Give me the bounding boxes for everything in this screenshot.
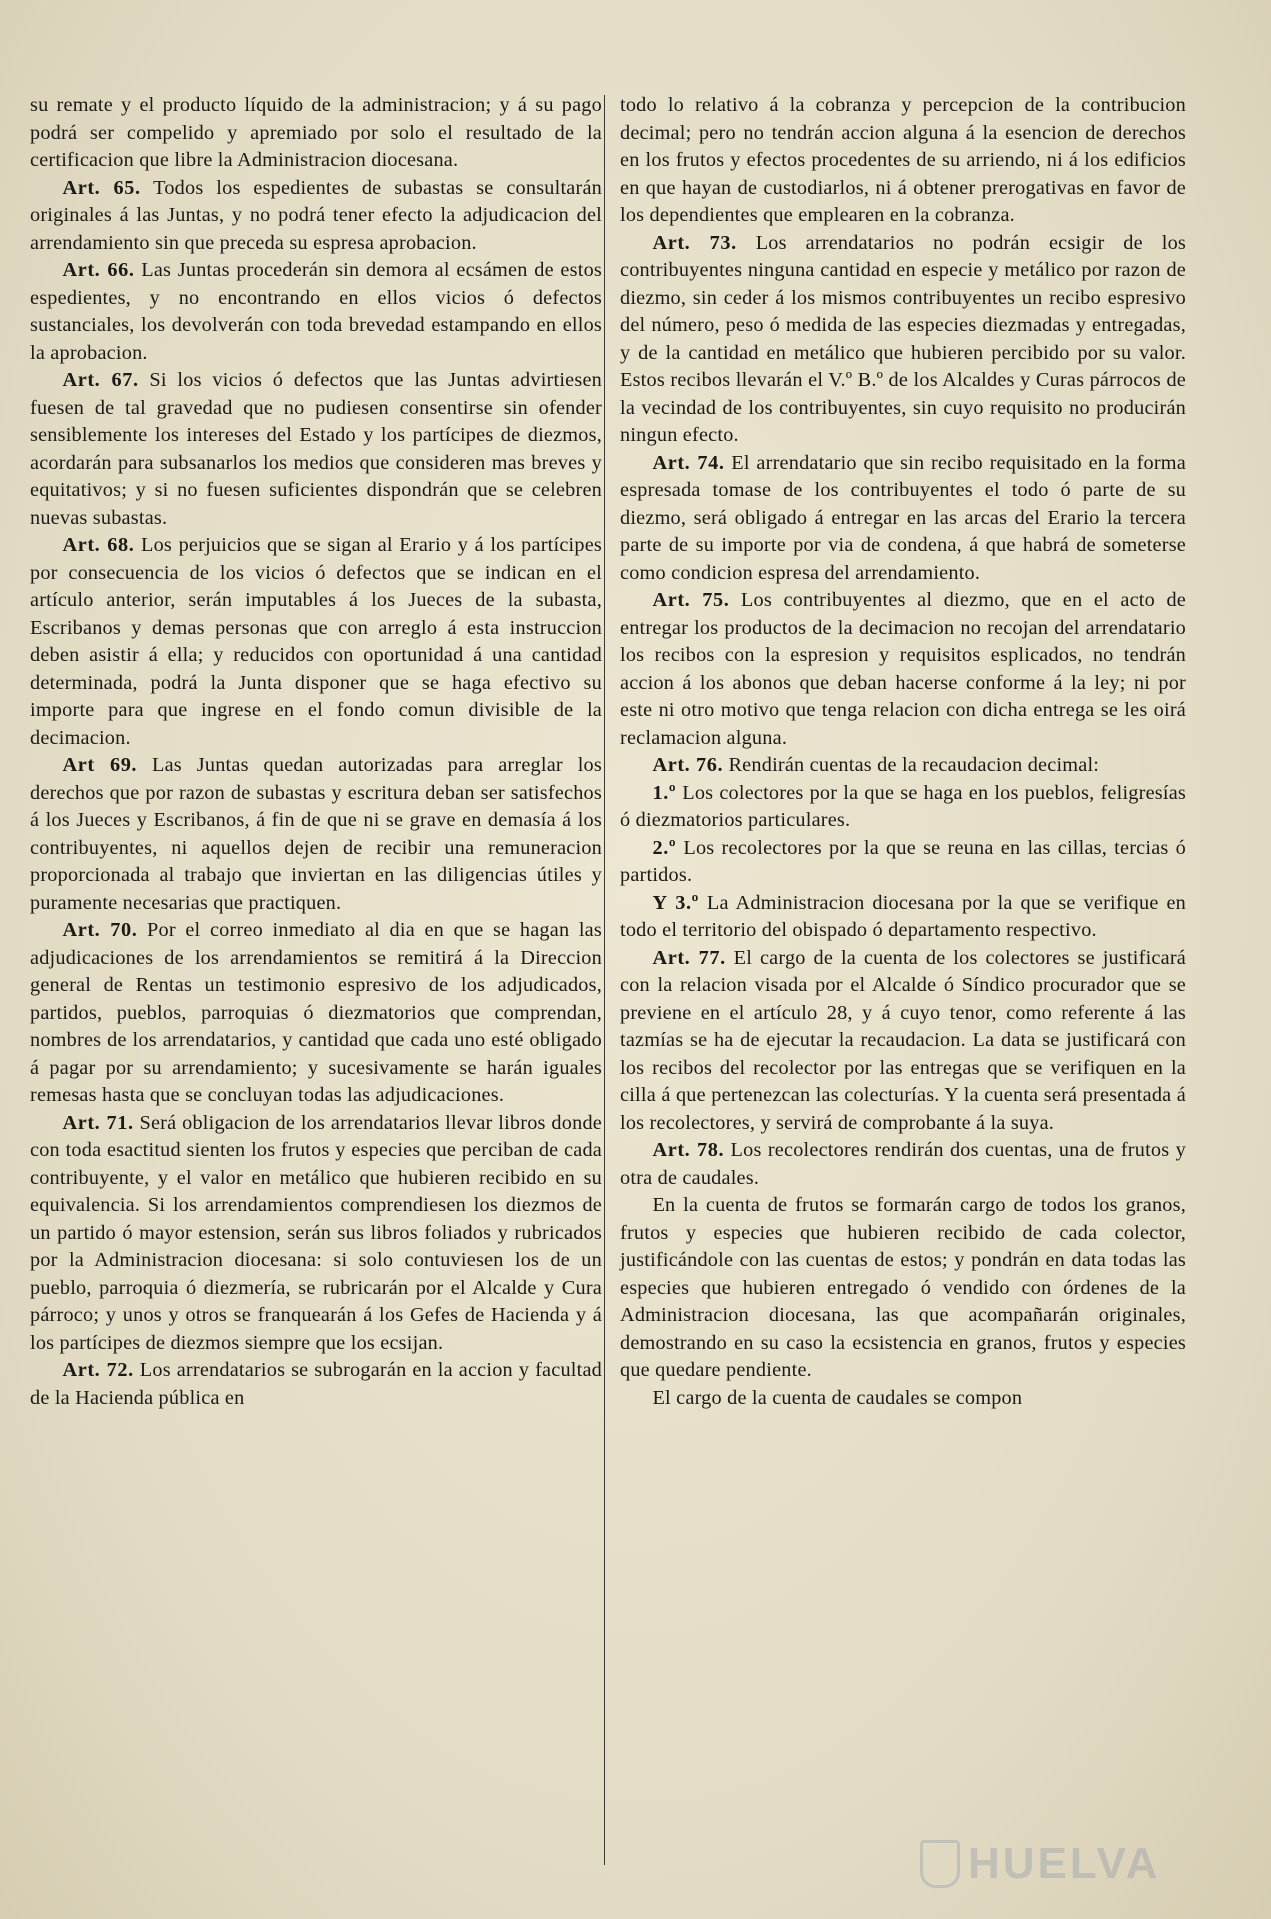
article-label: Art. 71. xyxy=(62,1111,134,1134)
shield-icon xyxy=(920,1840,960,1888)
article-label: Art. 70. xyxy=(62,919,138,941)
item-number: 2.º xyxy=(652,836,677,859)
watermark xyxy=(920,1836,1180,1892)
article-text: Los perjuicios que se sigan al Erario y á los partícipes por consecuencia de los vicios ó defectos que se indican en el artículo anterior, serán imputables á los Jueces de la subasta, Escribanos y demas personas que con arreglo á esta instruccion deben asistir á ella; y reducidos con oportunidad á una cantidad determinada, podrá la Junta disponer que se haga efectivo su importe para que ingrese en el fondo comun divisible de la decimacion. xyxy=(30,534,602,749)
article-text: todo lo relativo á la cobranza y percepcion de la contribucion decimal; pero no tendrán accion alguna á la esencion de derechos en los frutos y efectos procedentes de su arriendo, ni á los edificios en que hayan de custodiarlos, ni á obtener prerogativas en favor de los dependientes que emplearen en la cobranza. xyxy=(620,94,1186,226)
article-75 xyxy=(620,587,1186,752)
paragraph xyxy=(620,1192,1186,1385)
article-78 xyxy=(620,1137,1186,1192)
article-label: Art. 72. xyxy=(62,1359,134,1381)
article-label: Art. 67. xyxy=(62,369,139,391)
item-text: Los colectores por la que se haga en los pueblos, feligresías ó diezmatorios particulares. xyxy=(620,781,1186,831)
article-label: Art. 73. xyxy=(652,231,737,254)
article-label: Art. 75. xyxy=(652,589,730,611)
item-text: Los recolectores por la que se reuna en las cillas, tercias ó partidos. xyxy=(620,836,1186,886)
article-text: Si los vicios ó defectos que las Juntas advirtiesen fuesen de tal gravedad que no pudiesen consentirse sin ofender sensiblemente los intereses del Estado y los partícipes de diezmos, acordarán para subsanarlos los medios que consideren mas breves y equitativos; y si no fuesen suficientes dispondrán que se celebren nuevas subastas. xyxy=(30,369,602,529)
article-label: Art. 76. xyxy=(652,754,724,776)
left-column xyxy=(30,92,602,1412)
article-label: Art. 66. xyxy=(62,259,135,281)
article-label: Art. 65. xyxy=(62,176,141,199)
article-text: Todos los espedientes de subastas se consultarán originales á las Juntas, y no podrá tener efecto la adjudicacion del arrendamiento sin que preceda su espresa aprobacion. xyxy=(30,176,602,254)
paragraph xyxy=(620,1385,1186,1413)
article-label: Art. 74. xyxy=(652,451,725,474)
article-77 xyxy=(620,945,1186,1138)
article-label: Art. 77. xyxy=(652,946,726,969)
article-74 xyxy=(620,450,1186,588)
article-text: Las Juntas quedan autorizadas para arreglar los derechos que por razon de subastas y escritura deban ser satisfechos á los Jueces y Escribanos, á fin de que ni se grave en demasía á los contribuyentes, ni aquellos dejen de recibir una remuneracion proporcionada al trabajo que inviertan en las diligencias útiles y puramente necesarias que practiquen. xyxy=(30,754,602,914)
article-68 xyxy=(30,532,602,752)
article-76 xyxy=(620,752,1186,780)
item-number: Y 3.º xyxy=(652,891,699,914)
paragraph-text: El cargo de la cuenta de caudales se compon xyxy=(652,1386,1023,1409)
article-69 xyxy=(30,752,602,917)
article-label: Art. 78. xyxy=(652,1139,725,1161)
article-text: El cargo de la cuenta de los colectores se justificará con la relacion visada por el Alcalde ó Síndico procurador que se previene en el artículo 28, y á cuyo tenor, como referente á las tazmías se ha de ejecutar la recaudacion. La data se justificará con los recibos del recolector por las entregas que se verifiquen en la cilla á que pertenezcan las colecturías. Y la cuenta será presentada á los recolectores, y servirá de comprobante á la suya. xyxy=(620,946,1186,1134)
article-text: Por el correo inmediato al dia en que se hagan las adjudicaciones de los arrendamientos se remitirá á la Direccion general de Rentas un testimonio espresivo de los adjudicados, partidos, pueblos, parroquias ó diezmatorios que comprendan, nombres de los arrendatarios, y cantidad que cada uno esté obligado á pagar por su arrendamiento; y sucesivamente se harán iguales remesas hasta que se concluyan todas las adjudicaciones. xyxy=(30,919,602,1106)
article-text: Las Juntas procederán sin demora al ecsámen de estos espedientes, y no encontrando en ellos vicios ó defectos sustanciales, los devolverán con toda brevedad estampando en ellos la aprobacion. xyxy=(30,259,602,364)
article-66 xyxy=(30,257,602,367)
list-item xyxy=(620,890,1186,945)
list-item xyxy=(620,780,1186,835)
article-71 xyxy=(30,1110,602,1358)
article-73 xyxy=(620,230,1186,450)
article-label: Art. 68. xyxy=(62,534,135,556)
item-number: 1.º xyxy=(652,781,677,804)
watermark-text: HUELVA xyxy=(968,1839,1161,1888)
column-divider xyxy=(604,95,605,1865)
paragraph xyxy=(620,92,1186,230)
paragraph xyxy=(30,92,602,175)
article-65 xyxy=(30,175,602,258)
item-text: La Administracion diocesana por la que se verifique en todo el territorio del obispado ó departamento respectivo. xyxy=(620,891,1186,941)
article-text: Rendirán cuentas de la recaudacion decimal: xyxy=(728,754,1100,776)
article-text: Los contribuyentes al diezmo, que en el acto de entregar los productos de la decimacion no recojan del arrendatario los recibos con la espresion y requisitos esplicados, no tendrán accion á los abonos que deban hacerse conforme á la ley; ni por este ni otro motivo que tenga relacion con dicha entrega se les oirá reclamacion alguna. xyxy=(620,589,1186,749)
article-text: Los arrendatarios se subrogarán en la accion y facultad de la Hacienda pública en xyxy=(30,1359,602,1409)
article-72 xyxy=(30,1357,602,1412)
right-column xyxy=(620,92,1186,1412)
article-70 xyxy=(30,917,602,1110)
article-text: su remate y el producto líquido de la administracion; y á su pago podrá ser compelido y apremiado por solo el resultado de la certificacion que libre la Administracion diocesana. xyxy=(30,94,602,171)
article-label: Art 69. xyxy=(62,754,138,776)
article-67 xyxy=(30,367,602,532)
article-text: El arrendatario que sin recibo requisitado en la forma espresada tomase de los contribuyentes el todo ó parte de su diezmo, será obligado á entregar en las arcas del Erario la tercera parte de su importe por via de condena, á que habrá de someterse como condicion espresa del arrendamiento. xyxy=(620,451,1186,584)
article-text: Los recolectores rendirán dos cuentas, una de frutos y otra de caudales. xyxy=(620,1139,1186,1189)
list-item xyxy=(620,835,1186,890)
paragraph-text: En la cuenta de frutos se formarán cargo de todos los granos, frutos y especies que hubieren recibido de cada colector, justificándole con las cuentas de estos; y pondrán en data todas las especies que hubieren entregado ó vendido con órdenes de la Administracion diocesana, las que acompañarán originales, demostrando en su caso la ecsistencia en granos, frutos y especies que quedare pendiente. xyxy=(620,1194,1186,1381)
article-text: Los arrendatarios no podrán ecsigir de los contribuyentes ninguna cantidad en especie y metálico por razon de diezmo, sin ceder á los mismos contribuyentes un recibo espresivo del número, peso ó medida de las especies diezmadas y entregadas, y de la cantidad en metálico que hubieren percibido por su valor. Estos recibos llevarán el V.º B.º de los Alcaldes y Curas párrocos de la vecindad de los contribuyentes, sin cuyo requisito no producirán ningun efecto. xyxy=(620,231,1186,446)
article-text: Será obligacion de los arrendatarios llevar libros donde con toda esactitud sienten los frutos y especies que perciban de cada contribuyente, y el valor en metálico que hubieren recibido en su equivalencia. Si los arrendamientos comprendiesen los diezmos de un partido ó mayor estension, serán sus libros foliados y rubricados por la Administracion diocesana: si solo contuviesen los de un pueblo, parroquia ó diezmería, se rubricarán por el Alcalde y Cura párroco; y unos y otros se franquearán á los Gefes de Hacienda y á los partícipes de diezmos siempre que los ecsijan. xyxy=(30,1111,603,1354)
